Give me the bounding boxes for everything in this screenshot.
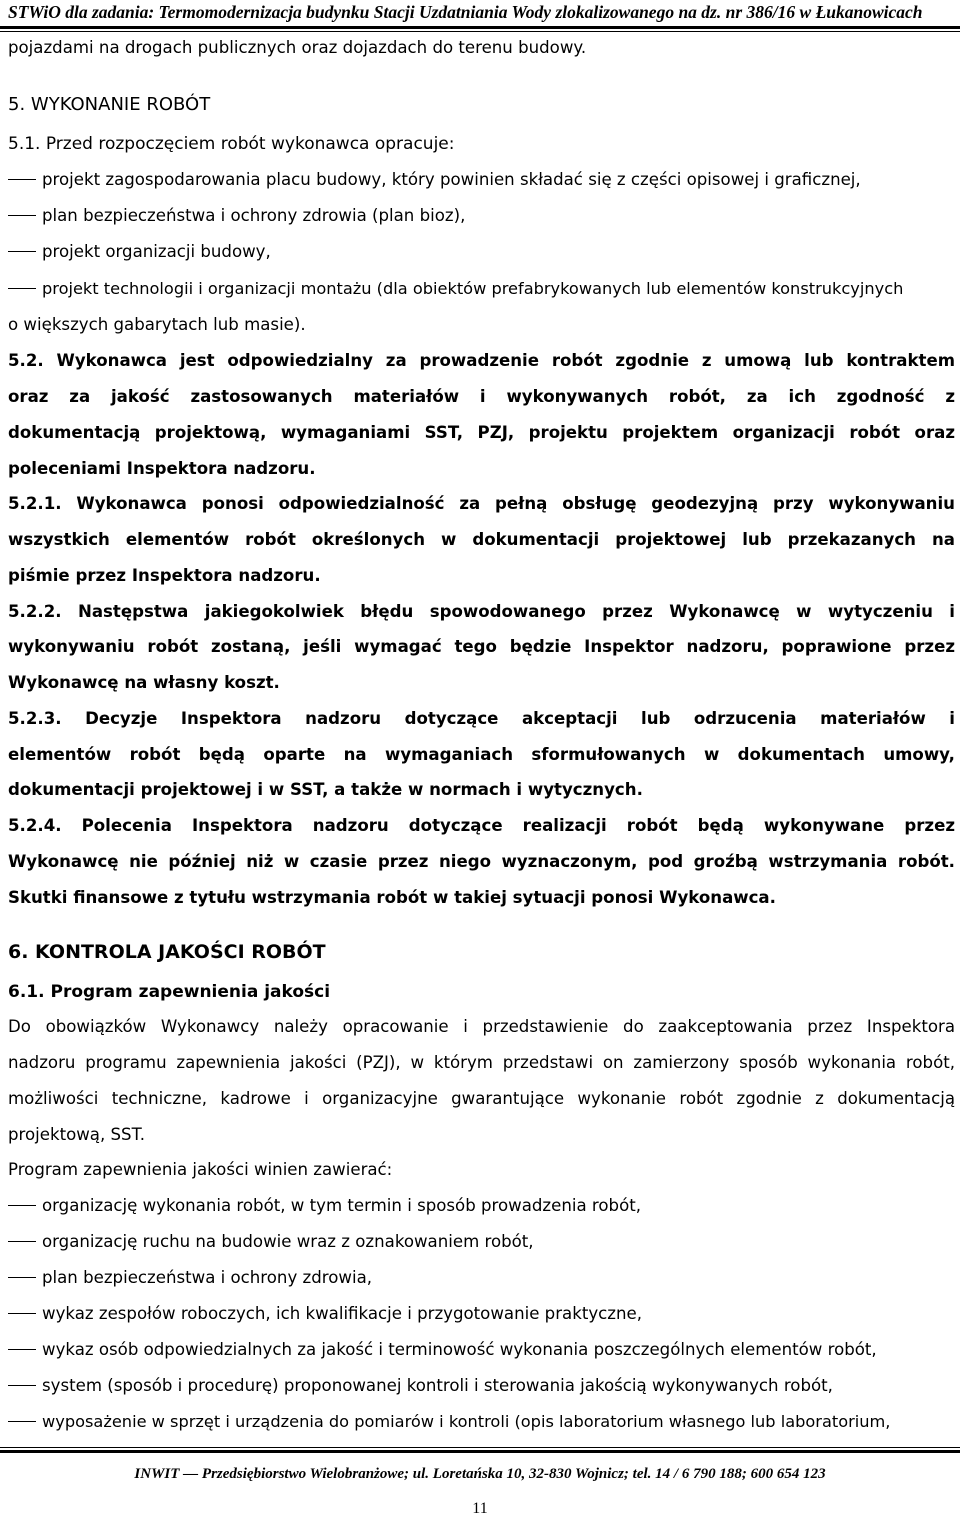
running-header: STWiO dla zadania: Termomodernizacja budynku Stacji Uzdatniania Wody zlokalizowanego na dz. nr 386/16 w Łukanowicach bbox=[8, 2, 923, 22]
footer-company: INWIT — Przedsiębiorstwo Wielobranżowe; ul. Loretańska 10, 32-830 Wojnicz; tel. 14 / 6 790 188; 600 654 123 bbox=[134, 1466, 826, 1482]
paragraph-line: Do obowiązków Wykonawcy należy opracowanie i przedstawienie do zaakceptowania przez Inspektora bbox=[8, 1017, 955, 1036]
paragraph-line: wykonywaniu robót zostaną, jeśli wymagać tego będzie Inspektor nadzoru, poprawione przez bbox=[8, 637, 955, 656]
paragraph-line: pojazdami na drogach publicznych oraz dojazdach do terenu budowy. bbox=[8, 38, 587, 57]
list-item: plan bezpieczeństwa i ochrony zdrowia, bbox=[8, 1268, 372, 1288]
paragraph-line: piśmie przez Inspektora nadzoru. bbox=[8, 566, 321, 585]
paragraph-line: Wykonawcę nie później niż w czasie przez niego wyznaczonym, pod groźbą wstrzymania robót. bbox=[8, 852, 955, 871]
dash-bullet bbox=[8, 251, 36, 252]
paragraph-line: 5.2. Wykonawca jest odpowiedzialny za prowadzenie robót zgodnie z umową lub kontraktem bbox=[8, 351, 955, 370]
dash-bullet bbox=[8, 215, 36, 216]
dash-bullet bbox=[8, 1241, 36, 1242]
list-item: wykaz osób odpowiedzialnych za jakość i terminowość wykonania poszczególnych elementów robót, bbox=[8, 1340, 877, 1360]
list-item: projekt technologii i organizacji montażu (dla obiektów prefabrykowanych lub elementów konstrukcyjnych bbox=[8, 279, 903, 299]
paragraph-line: Wykonawcę na własny koszt. bbox=[8, 673, 280, 692]
paragraph-line: 5.2.1. Wykonawca ponosi odpowiedzialność za pełną obsługę geodezyjną przy wykonywaniu bbox=[8, 494, 955, 513]
paragraph-line: możliwości techniczne, kadrowe i organizacyjne gwarantujące wykonanie robót zgodnie z dokumentacją bbox=[8, 1089, 955, 1108]
footer-rule-thin bbox=[0, 1447, 960, 1448]
paragraph-line: nadzoru programu zapewnienia jakości (PZJ), w którym przedstawi on zamierzony sposób wykonania robót, bbox=[8, 1053, 955, 1072]
paragraph-line: poleceniami Inspektora nadzoru. bbox=[8, 459, 316, 478]
dash-bullet bbox=[8, 1349, 36, 1350]
section-heading: 6. KONTROLA JAKOŚCI ROBÓT bbox=[8, 941, 326, 963]
footer-rule bbox=[0, 1450, 960, 1453]
paragraph-line: oraz za jakość zastosowanych materiałów i wykonywanych robót, za ich zgodność z bbox=[8, 387, 955, 406]
page-number: 11 bbox=[472, 1500, 488, 1517]
subsection-heading: 5.1. Przed rozpoczęciem robót wykonawca opracuje: bbox=[8, 134, 455, 154]
subsection-heading: 6.1. Program zapewnienia jakości bbox=[8, 982, 331, 1002]
paragraph-line: 5.2.4. Polecenia Inspektora nadzoru dotyczące realizacji robót będą wykonywane przez bbox=[8, 816, 955, 835]
paragraph-line: Program zapewnienia jakości winien zawierać: bbox=[8, 1160, 393, 1179]
list-item-continuation: o większych gabarytach lub masie). bbox=[8, 315, 306, 334]
paragraph-line: dokumentacją projektową, wymaganiami SST, PZJ, projektu projektem organizacji robót oraz bbox=[8, 423, 955, 442]
list-item: wyposażenie w sprzęt i urządzenia do pomiarów i kontroli (opis laboratorium własnego lub laboratorium, bbox=[8, 1412, 890, 1432]
list-item: plan bezpieczeństwa i ochrony zdrowia (plan bioz), bbox=[8, 206, 465, 226]
paragraph-line: 5.2.2. Następstwa jakiegokolwiek błędu spowodowanego przez Wykonawcę w wytyczeniu i bbox=[8, 602, 955, 621]
dash-bullet bbox=[8, 1205, 36, 1206]
paragraph-line: wszystkich elementów robót określonych w dokumentacji projektowej lub przekazanych na bbox=[8, 530, 955, 549]
list-item: wykaz zespołów roboczych, ich kwalifikacje i przygotowanie praktyczne, bbox=[8, 1304, 642, 1324]
dash-bullet bbox=[8, 179, 36, 180]
list-item: system (sposób i procedurę) proponowanej kontroli i sterowania jakością wykonywanych robót, bbox=[8, 1376, 833, 1396]
dash-bullet bbox=[8, 1385, 36, 1386]
dash-bullet bbox=[8, 1313, 36, 1314]
paragraph-line: elementów robót będą oparte na wymaganiach sformułowanych w dokumentach umowy, bbox=[8, 745, 955, 764]
dash-bullet bbox=[8, 1277, 36, 1278]
paragraph-line: dokumentacji projektowej i w SST, a także w normach i wytycznych. bbox=[8, 780, 643, 799]
list-item: projekt zagospodarowania placu budowy, który powinien składać się z części opisowej i graficznej, bbox=[8, 170, 861, 190]
paragraph-line: 5.2.3. Decyzje Inspektora nadzoru dotyczące akceptacji lub odrzucenia materiałów i bbox=[8, 709, 955, 728]
section-heading: 5. WYKONANIE ROBÓT bbox=[8, 94, 211, 115]
header-rule bbox=[0, 26, 960, 29]
list-item: organizację ruchu na budowie wraz z oznakowaniem robót, bbox=[8, 1232, 534, 1252]
dash-bullet bbox=[8, 1421, 36, 1422]
paragraph-line: projektową, SST. bbox=[8, 1125, 146, 1144]
dash-bullet bbox=[8, 288, 36, 289]
paragraph-line: Skutki finansowe z tytułu wstrzymania robót w takiej sytuacji ponosi Wykonawca. bbox=[8, 888, 776, 907]
header-rule-thin bbox=[0, 31, 960, 32]
list-item: projekt organizacji budowy, bbox=[8, 242, 271, 262]
list-item: organizację wykonania robót, w tym termin i sposób prowadzenia robót, bbox=[8, 1196, 641, 1216]
